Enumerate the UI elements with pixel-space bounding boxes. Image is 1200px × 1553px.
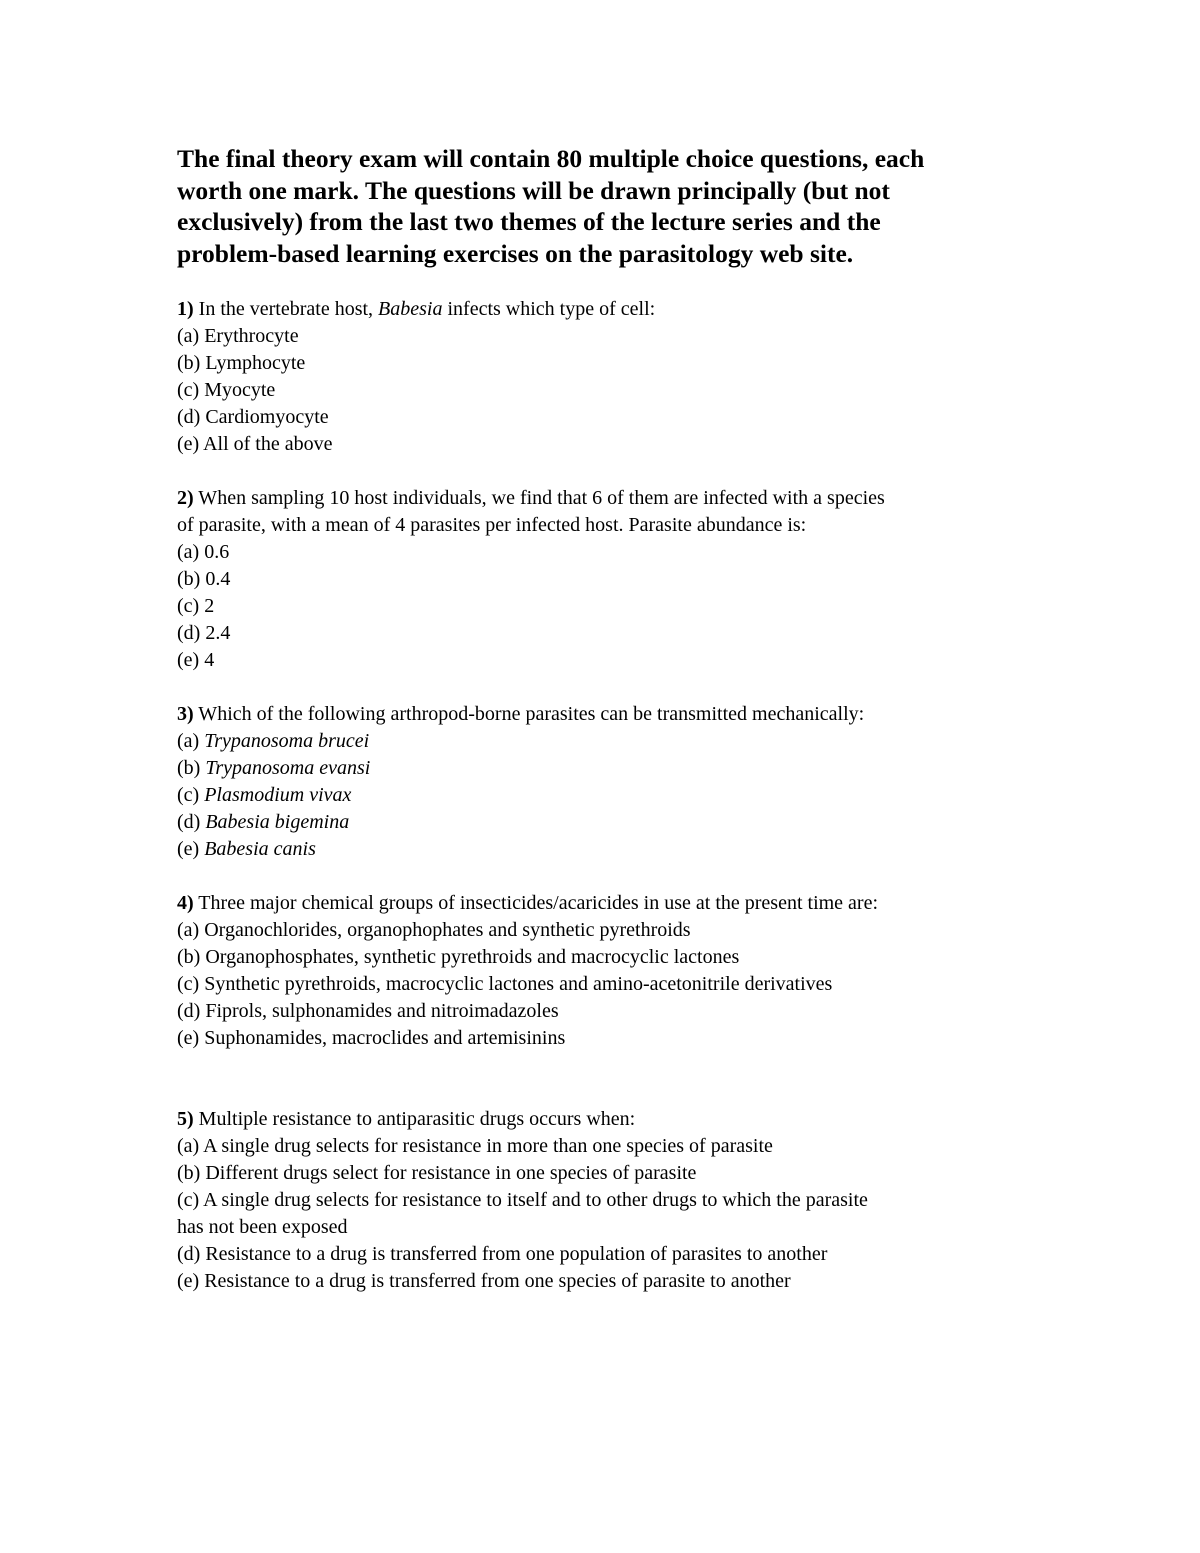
answer-option [177, 1025, 1037, 1052]
option-text: 0.6 [204, 541, 230, 563]
option-text: 4 [204, 649, 215, 671]
answer-option [177, 647, 1037, 674]
question-stem [177, 296, 1037, 323]
stem-text: Three major chemical groups of insecticides/acaricides in use at the present time are: [193, 892, 879, 914]
instructions-line: worth one mark. The questions will be drawn principally (but not [177, 175, 890, 205]
answer-option [177, 350, 1037, 377]
answer-option [177, 566, 1037, 593]
option-text: Organophosphates, synthetic pyrethroids and macrocyclic lactones [205, 946, 740, 968]
option-letter: (e) [177, 649, 205, 671]
instructions-line: The final theory exam will contain 80 multiple choice questions, each [177, 144, 925, 173]
option-letter: (d) [177, 406, 206, 428]
option-text: 2 [204, 595, 215, 617]
question-number: 1) [177, 298, 194, 320]
stem-text: When sampling 10 host individuals, we find that 6 of them are infected with a species [193, 487, 885, 509]
option-text: Erythrocyte [204, 325, 299, 347]
option-letter: (a) [177, 730, 205, 752]
option-letter: (b) [177, 757, 206, 779]
question-3 [177, 701, 1037, 863]
option-text: A single drug selects for resistance to itself and to other drugs to which the parasite [203, 1189, 868, 1211]
answer-option [177, 323, 1037, 350]
option-text: 2.4 [205, 622, 231, 644]
question-stem [177, 701, 1037, 728]
stem-text: infects which type of cell: [442, 298, 656, 320]
answer-option [177, 836, 1037, 863]
exam-instructions [177, 143, 1027, 269]
answer-option [177, 971, 1037, 998]
answer-option [177, 620, 1037, 647]
option-text: Synthetic pyrethroids, macrocyclic lactones and amino-acetonitrile derivatives [204, 973, 833, 995]
option-letter: (e) [177, 433, 204, 455]
option-letter: (b) [177, 352, 206, 374]
option-letter: (d) [177, 1243, 206, 1265]
answer-option [177, 1241, 1037, 1268]
option-letter: (d) [177, 622, 206, 644]
answer-option [177, 755, 1037, 782]
option-text: Resistance to a drug is transferred from one species of parasite to another [204, 1270, 791, 1292]
answer-option [177, 404, 1037, 431]
answer-option [177, 1268, 1037, 1295]
option-letter: (a) [177, 325, 205, 347]
answer-option [177, 728, 1037, 755]
option-letter: (b) [177, 1162, 206, 1184]
answer-option [177, 944, 1037, 971]
answer-option [177, 1187, 1037, 1214]
option-letter: (e) [177, 838, 205, 860]
option-letter: (b) [177, 568, 206, 590]
option-text: Lymphocyte [205, 352, 306, 374]
option-text: Plasmodium vivax [204, 784, 352, 806]
option-text: Fiprols, sulphonamides and nitroimadazoles [205, 1000, 559, 1022]
option-text: Organochlorides, organophophates and synthetic pyrethroids [204, 919, 691, 941]
answer-option [177, 998, 1037, 1025]
option-text: Resistance to a drug is transferred from one population of parasites to another [205, 1243, 828, 1265]
question-stem [177, 1106, 1037, 1133]
option-letter: (a) [177, 1135, 204, 1157]
option-letter: (c) [177, 784, 205, 806]
option-letter: (d) [177, 811, 206, 833]
option-letter: (c) [177, 973, 205, 995]
stem-species: Babesia [378, 298, 443, 320]
option-letter: (c) [177, 379, 205, 401]
option-text: Suphonamides, macroclides and artemisinins [204, 1027, 566, 1049]
question-1 [177, 296, 1037, 458]
answer-option [177, 431, 1037, 458]
option-letter: (c) [177, 1189, 204, 1211]
question-stem [177, 890, 1037, 917]
option-letter: (c) [177, 595, 205, 617]
answer-option [177, 809, 1037, 836]
option-text: Babesia canis [204, 838, 316, 860]
option-letter: (b) [177, 946, 206, 968]
stem-text: In the vertebrate host, [193, 298, 379, 320]
option-text: A single drug selects for resistance in more than one species of parasite [203, 1135, 773, 1157]
question-number: 4) [177, 892, 194, 914]
answer-option [177, 1160, 1037, 1187]
answer-option [177, 1133, 1037, 1160]
option-text: Trypanosoma evansi [205, 757, 371, 779]
question-number: 2) [177, 487, 194, 509]
answer-option [177, 593, 1037, 620]
instructions-line: problem-based learning exercises on the parasitology web site. [177, 238, 854, 268]
question-5 [177, 1106, 1037, 1295]
option-letter: (a) [177, 541, 205, 563]
option-text: Babesia bigemina [205, 811, 350, 833]
answer-option [177, 782, 1037, 809]
option-text: All of the above [203, 433, 333, 455]
question-number: 5) [177, 1108, 194, 1130]
question-number: 3) [177, 703, 194, 725]
answer-option [177, 377, 1037, 404]
option-text: Trypanosoma brucei [204, 730, 370, 752]
option-text: Cardiomyocyte [205, 406, 329, 428]
answer-option [177, 917, 1037, 944]
instructions-line: exclusively) from the last two themes of the lecture series and the [177, 207, 881, 236]
question-stem-continued: of parasite, with a mean of 4 parasites per infected host. Parasite abundance is: [177, 514, 807, 536]
option-letter: (d) [177, 1000, 206, 1022]
question-2 [177, 485, 1037, 674]
option-letter: (e) [177, 1270, 205, 1292]
answer-option-continued: has not been exposed [177, 1216, 348, 1238]
option-text: Different drugs select for resistance in one species of parasite [205, 1162, 697, 1184]
option-text: Myocyte [204, 379, 276, 401]
answer-option [177, 539, 1037, 566]
option-letter: (a) [177, 919, 205, 941]
question-4 [177, 890, 1037, 1052]
stem-text: Multiple resistance to antiparasitic drugs occurs when: [193, 1108, 636, 1130]
stem-text: Which of the following arthropod-borne parasites can be transmitted mechanically: [193, 703, 865, 725]
option-text: 0.4 [205, 568, 231, 590]
option-letter: (e) [177, 1027, 205, 1049]
question-stem [177, 485, 1037, 512]
